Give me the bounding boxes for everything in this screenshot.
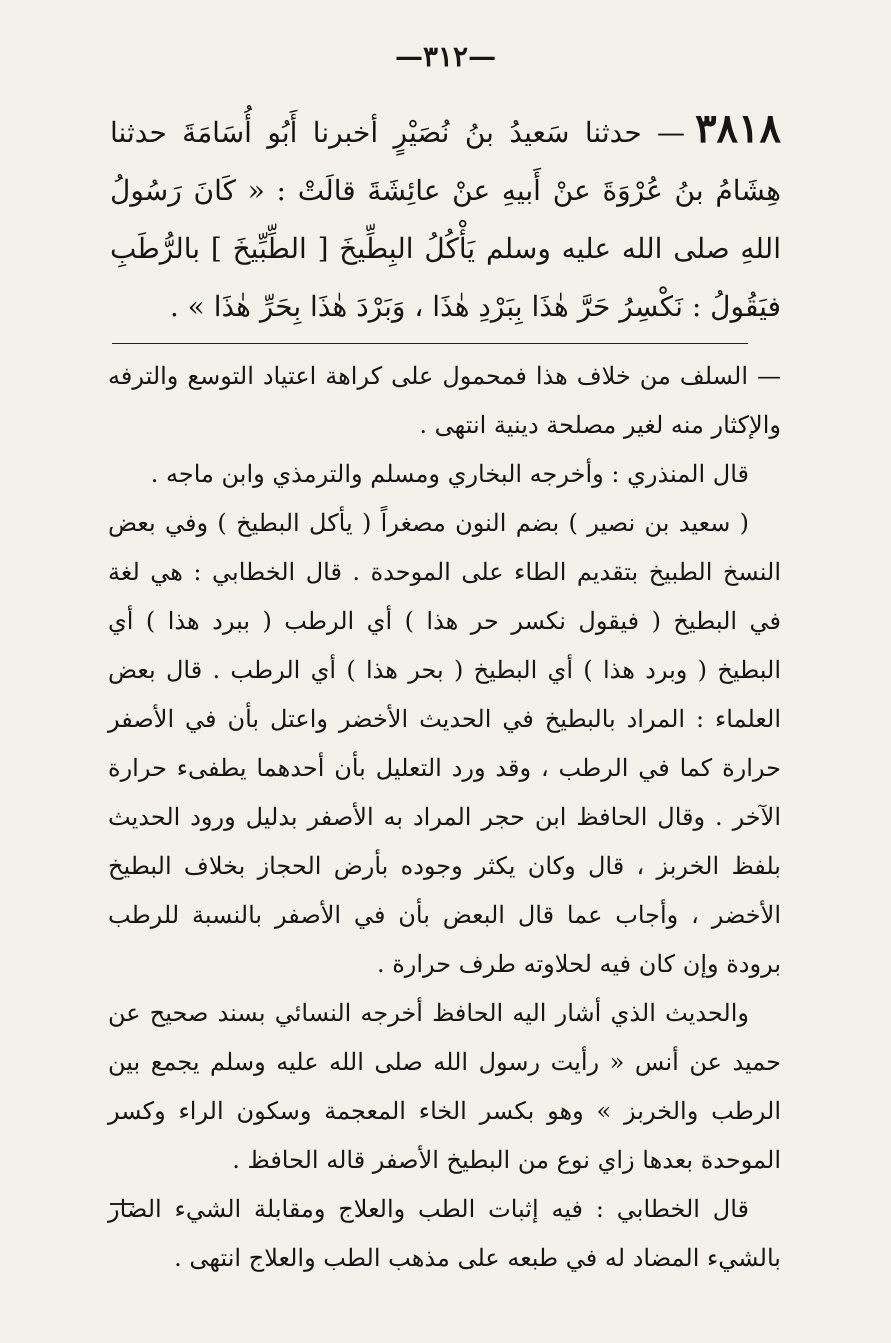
commentary-paragraph: قال المنذري : وأخرجه البخاري ومسلم والترمذي وابن ماجه . [150, 460, 749, 488]
section-divider [112, 343, 748, 344]
footnote-dash [110, 1203, 134, 1205]
commentary-paragraph: ( سعيد بن نصير ) بضم النون مصغراً ( يأكل البطيخ ) وفي بعض النسخ الطبيخ بتقديم الطاء على الموحدة . قال الخطابي : هي لغة في البطيخ ( فيقول نكسر حر هذا ) أي الرطب ( ببرد هذا ) أي البطيخ ( وبرد هذا ) أي البطيخ ( بحر هذا ) أي الرطب . قال بعض العلماء : المراد بالبطيخ في الحديث الأخضر واعتل بأن في الأصفر حرارة كما في الرطب ، وقد ورد التعليل بأن أحدهما يطفىء حرارة الآخر . وقال الحافظ ابن حجر المراد به الأصفر بدليل ورود الحديث بلفظ الخربز ، قال وكان يكثر وجوده بأرض الحجاز بخلاف البطيخ الأخضر ، وأجاب عما قال البعض بأن في الأصفر بالنسبة للرطب برودة وإن كان فيه لحلاوته طرف حرارة . [108, 509, 781, 978]
hadith-text: — حدثنا سَعيدُ بنُ نُصَيْرٍ أخبرنا أَبُو أُسَامَةَ حدثنا هِشَامُ بنُ عُرْوَةَ عنْ أَبيهِ عنْ عائِشَةَ قالَتْ : « كَانَ رَسُولُ اللهِ صلى الله عليه وسلم يَأْكُلُ البِطِّيخَ [ الطِّبِّيخَ ] بالرُّطَبِ فيَقُولُ : نَكْسِرُ حَرَّ هٰذَا بِبَرْدِ هٰذَا ، وَبَرْدَ هٰذَا بِحَرِّ هٰذَا » . [110, 116, 781, 323]
commentary-paragraph: والحديث الذي أشار اليه الحافظ أخرجه النسائي بسند صحيح عن حميد عن أنس « رأيت رسول الله صلى الله عليه وسلم يجمع بين الرطب والخربز » وهو بكسر الخاء المعجمة وسكون الراء وكسر الموحدة بعدها زاي نوع من البطيخ الأصفر قاله الحافظ . [108, 999, 781, 1174]
commentary [108, 352, 781, 1283]
commentary-paragraph: — السلف من خلاف هذا فمحمول على كراهة اعتياد التوسع والترفه والإكثار منه لغير مصلحة دينية انتهى . [108, 362, 781, 439]
hadith-number: ٣٨١٨ [695, 105, 781, 152]
hadith-block [110, 100, 781, 336]
commentary-paragraph: قال الخطابي : فيه إثبات الطب والعلاج ومقابلة الشيء الضار بالشيء المضاد له في طبعه على مذهب الطب والعلاج انتهى . [108, 1195, 781, 1272]
page-number: —٣١٢— [394, 40, 497, 73]
